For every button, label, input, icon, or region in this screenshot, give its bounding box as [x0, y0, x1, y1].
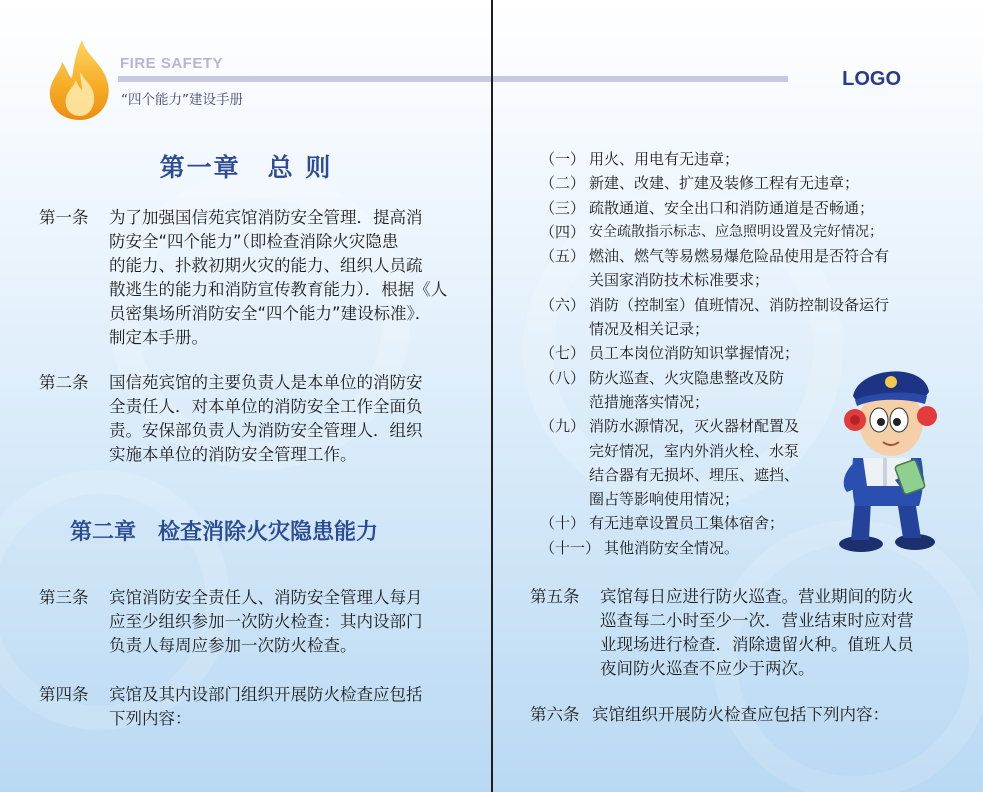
header-divider-bar [493, 76, 788, 82]
article-number: 第六条 [530, 705, 580, 724]
list-item-label: （二） [540, 174, 586, 193]
list-item [540, 196, 950, 220]
text-line: 业现场进行检查．消除遗留火种。值班人员 [600, 635, 914, 654]
list-item [540, 147, 950, 171]
text-line: 燃油、燃气等易燃易爆危险品使用是否符合有 [589, 247, 890, 266]
list-item [540, 293, 950, 342]
list-item [540, 244, 950, 293]
text-line: 防安全“四个能力”（即检查消除火灾隐患 [109, 232, 399, 251]
chapter-2-title: 第二章 检查消除火灾隐患能力 [70, 520, 379, 545]
article-number: 第一条 [39, 208, 89, 227]
article-2 [39, 371, 459, 467]
firefighter-mascot-icon [833, 362, 945, 554]
text-line: 情况及相关记录； [589, 320, 710, 339]
text-line: 有无违章设置员工集体宿舍； [589, 514, 785, 533]
article-number: 第三条 [39, 588, 89, 607]
text-line: 制定本手册。 [109, 328, 208, 347]
text-line: 负责人每周应参加一次防火检查。 [109, 636, 357, 655]
list-item-label: （五） [540, 247, 586, 266]
article-4 [39, 683, 459, 731]
article-body [109, 206, 459, 350]
text-line: 消防水源情况，灭火器材配置及 [589, 417, 800, 436]
list-item-label: （七） [540, 344, 586, 363]
article-6 [530, 703, 950, 727]
text-line: 宾馆组织开展防火检查应包括下列内容： [592, 705, 889, 724]
text-line: 巡查每二小时至少一次．营业结束时应对营 [600, 611, 914, 630]
text-line: 的能力、扑救初期火灾的能力、组织人员疏 [109, 256, 423, 275]
text-line: 消防（控制室）值班情况、消防控制设备运行 [589, 295, 890, 314]
text-line: 完好情况，室内外消火栓、水泵 [589, 441, 800, 460]
text-line: 全责任人．对本单位的消防安全工作全面负 [109, 397, 423, 416]
text-line: 责。安保部负责人为消防安全管理人．组织 [109, 421, 423, 440]
article-body [109, 586, 459, 658]
list-item-label: （九） [540, 417, 586, 436]
article-body [600, 585, 950, 681]
article-body [109, 371, 459, 467]
article-number: 第二条 [39, 373, 89, 392]
text-line: 应至少组织参加一次防火检查：其内设部门 [109, 612, 423, 631]
article-3 [39, 586, 459, 658]
article-number: 第五条 [530, 587, 580, 606]
text-line: 新建、改建、扩建及装修工程有无违章； [589, 174, 860, 193]
article-1 [39, 206, 459, 350]
logo-text: LOGO [842, 68, 901, 90]
text-line: 员密集场所消防安全“四个能力”建设标准》． [109, 304, 432, 323]
text-line: 范措施落实情况； [589, 392, 710, 411]
header-divider-bar [118, 76, 492, 82]
article-number: 第四条 [39, 685, 89, 704]
text-line: 员工本岗位消防知识掌握情况； [589, 344, 800, 363]
text-line: 用火、用电有无违章； [589, 150, 740, 168]
article-body [592, 703, 950, 727]
text-line: 为了加强国信苑宾馆消防安全管理．提高消 [109, 208, 423, 227]
text-line: 圈占等影响使用情况； [589, 490, 740, 509]
list-item-label: （八） [540, 368, 586, 387]
text-line: 宾馆及其内设部门组织开展防火检查应包括 [109, 685, 423, 704]
chapter-1-title: 第一章 总 则 [159, 153, 333, 182]
list-item-label: （四） [540, 222, 586, 241]
list-item-label: （十） [540, 514, 586, 533]
text-line: 结合器有无损坏、埋压、遮挡、 [589, 465, 800, 484]
list-item-label: （六） [540, 295, 586, 314]
text-line: 宾馆消防安全责任人、消防安全管理人每月 [109, 588, 423, 607]
text-line: 安全疏散指示标志、应急照明设置及完好情况； [589, 223, 884, 240]
text-line: 实施本单位的消防安全管理工作。 [109, 445, 357, 464]
article-body [109, 683, 459, 731]
flame-logo-icon [42, 38, 118, 122]
article-5 [530, 585, 950, 681]
text-line: 宾馆每日应进行防火巡查。营业期间的防火 [600, 587, 914, 606]
text-line: 其他消防安全情况。 [604, 538, 740, 557]
text-line: 国信苑宾馆的主要负责人是本单位的消防安 [109, 373, 423, 392]
text-line: 下列内容： [109, 709, 192, 728]
text-line: 疏散通道、安全出口和消防通道是否畅通； [589, 198, 875, 217]
text-line: 防火巡查、火灾隐患整改及防 [589, 368, 785, 387]
list-item [540, 220, 950, 244]
list-item-label: （十一） [540, 538, 601, 557]
handbook-subtitle: “四个能力”建设手册 [121, 92, 243, 108]
text-line: 夜间防火巡查不应少于两次。 [600, 659, 815, 678]
list-item [540, 171, 950, 195]
list-item-label: （一） [540, 150, 586, 168]
list-item-label: （三） [540, 198, 586, 217]
text-line: 散逃生的能力和消防宣传教育能力）．根据《人 [109, 280, 448, 299]
text-line: 关国家消防技术标准要求； [589, 271, 770, 290]
brand-title: FIRE SAFETY [120, 55, 224, 72]
